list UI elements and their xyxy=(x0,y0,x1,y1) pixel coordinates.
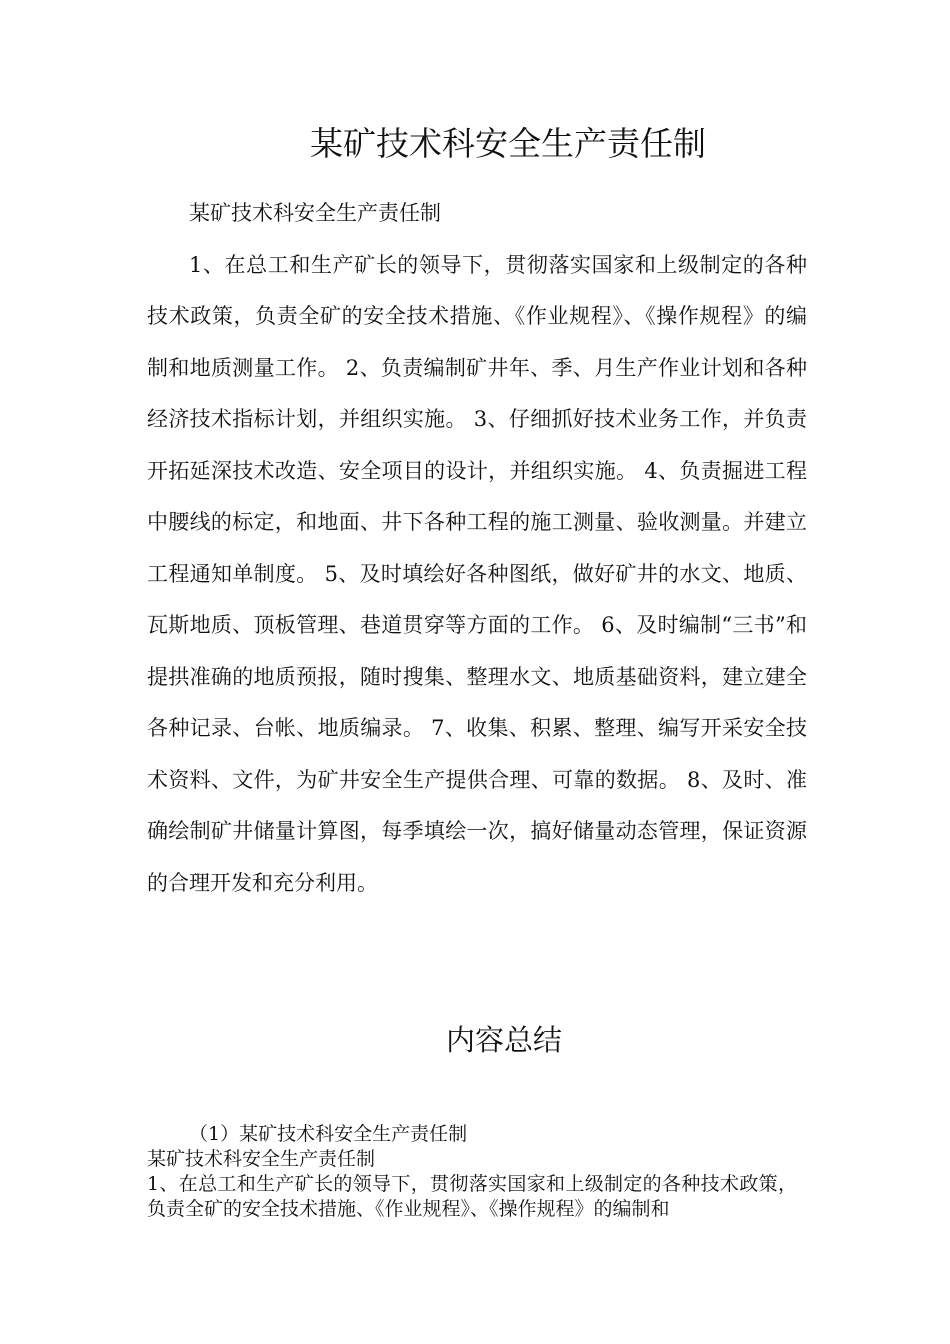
summary-item-title: （1）某矿技术科安全生产责任制 xyxy=(189,1123,468,1145)
document-body xyxy=(147,188,807,909)
summary-heading: 内容总结 xyxy=(445,1023,562,1057)
summary-section xyxy=(147,1122,797,1222)
document-title: 某矿技术科安全生产责任制 xyxy=(310,124,706,163)
summary-subtitle: 某矿技术科安全生产责任制 xyxy=(147,1148,376,1170)
document-subtitle: 某矿技术科安全生产责任制 xyxy=(189,201,441,225)
summary-excerpt: 1、在总工和生产矿长的领导下，贯彻落实国家和上级制定的各种技术政策，负责全矿的安全技术措施、《作业规程》、《操作规程》的编制和 xyxy=(147,1173,797,1220)
document-body-paragraph: 1、在总工和生产矿长的领导下，贯彻落实国家和上级制定的各种技术政策，负责全矿的安全技术措施、《作业规程》、《操作规程》的编制和地质测量工作。 2、负责编制矿井年、季、月生产作业计划和各种经济技术指标计划，并组织实施。 3、仔细抓好技术业务工作，并负责开拓延深技术改造、安全项目的设计，并组织实施。 4、负责掘进工程中腰线的标定，和地面、井下各种工程的施工测量、验收测量。并建立工程通知单制度。 5、及时填绘好各种图纸，做好矿井的水文、地质、瓦斯地质、顶板管理、巷道贯穿等方面的工作。 6、及时编制“三书”和提拱准确的地质预报，随时搜集、整理水文、地质基础资料，建立建全各种记录、台帐、地质编录。 7、收集、积累、整理、编写开采安全技术资料、文件，为矿井安全生产提供合理、可靠的数据。 8、及时、准确绘制矿井储量计算图，每季填绘一次，搞好储量动态管理，保证资源的合理开发和充分利用。 xyxy=(147,252,807,895)
